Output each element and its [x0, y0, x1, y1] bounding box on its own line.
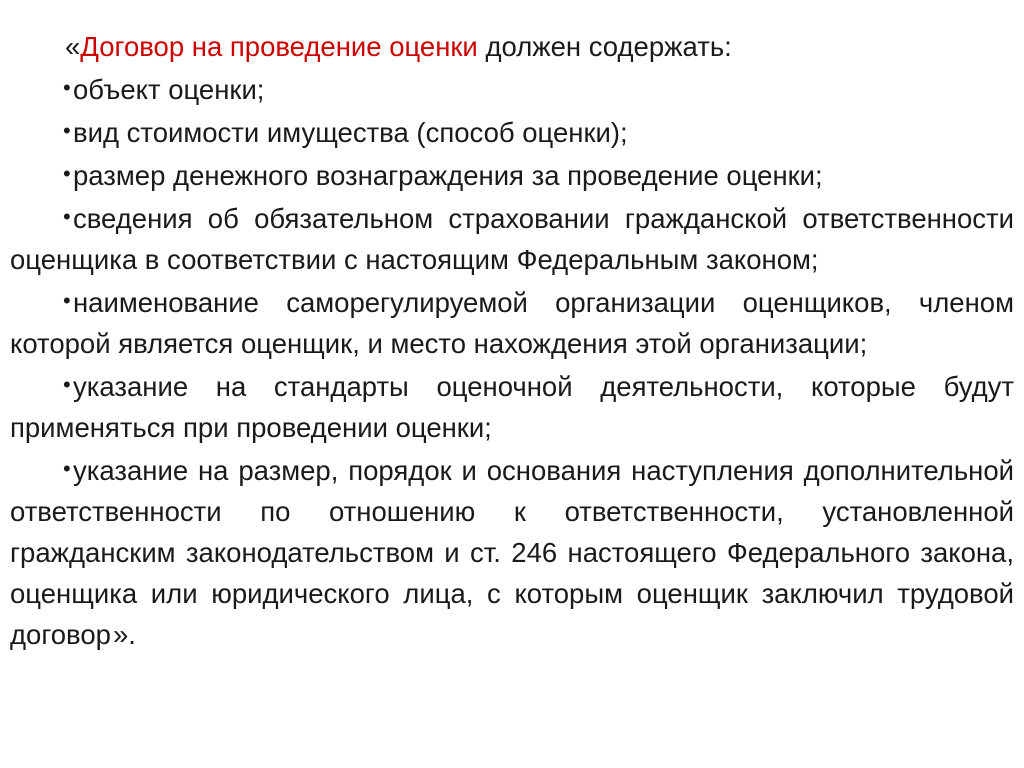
list-item-text: объект оценки; — [73, 74, 265, 105]
bullet-icon: • — [63, 118, 71, 143]
list-item — [10, 448, 1014, 655]
slide-content — [10, 26, 1014, 655]
bullet-icon: • — [63, 204, 71, 229]
bullet-icon: • — [63, 456, 71, 481]
open-quote: « — [65, 31, 81, 62]
bullet-icon: • — [63, 75, 71, 100]
bullet-icon: • — [63, 372, 71, 397]
list-item — [10, 196, 1014, 280]
requirements-list — [10, 67, 1014, 655]
closing-quote: ». — [112, 619, 136, 650]
list-item — [10, 280, 1014, 364]
list-item-text: наименование саморегулируемой организации оценщиков, членом которой является оценщик, и место нахождения этой организации; — [10, 287, 1014, 359]
list-item-text: указание на стандарты оценочной деятельности, которые будут применяться при проведении оценки; — [10, 371, 1014, 443]
list-item — [10, 153, 1014, 196]
list-item-text: сведения об обязательном страховании гражданской ответственности оценщика в соответствии с настоящим Федеральным законом; — [10, 203, 1014, 275]
intro-rest: должен содержать: — [477, 31, 732, 62]
list-item — [10, 67, 1014, 110]
list-item-text: указание на размер, порядок и основания наступления дополнительной ответственности по отношению к ответственности, установленной гражданским законодательством и ст. 246 настоящего Федерального закона, оценщика или юридического лица, с которым оценщик заключил трудовой договор — [10, 455, 1014, 650]
list-item — [10, 110, 1014, 153]
list-item-text: размер денежного вознаграждения за проведение оценки; — [73, 160, 823, 191]
intro-highlight: Договор на проведение оценки — [80, 31, 478, 62]
bullet-icon: • — [63, 161, 71, 186]
list-item — [10, 364, 1014, 448]
bullet-icon: • — [63, 288, 71, 313]
intro-line — [10, 26, 1014, 67]
list-item-text: вид стоимости имущества (способ оценки); — [73, 117, 628, 148]
